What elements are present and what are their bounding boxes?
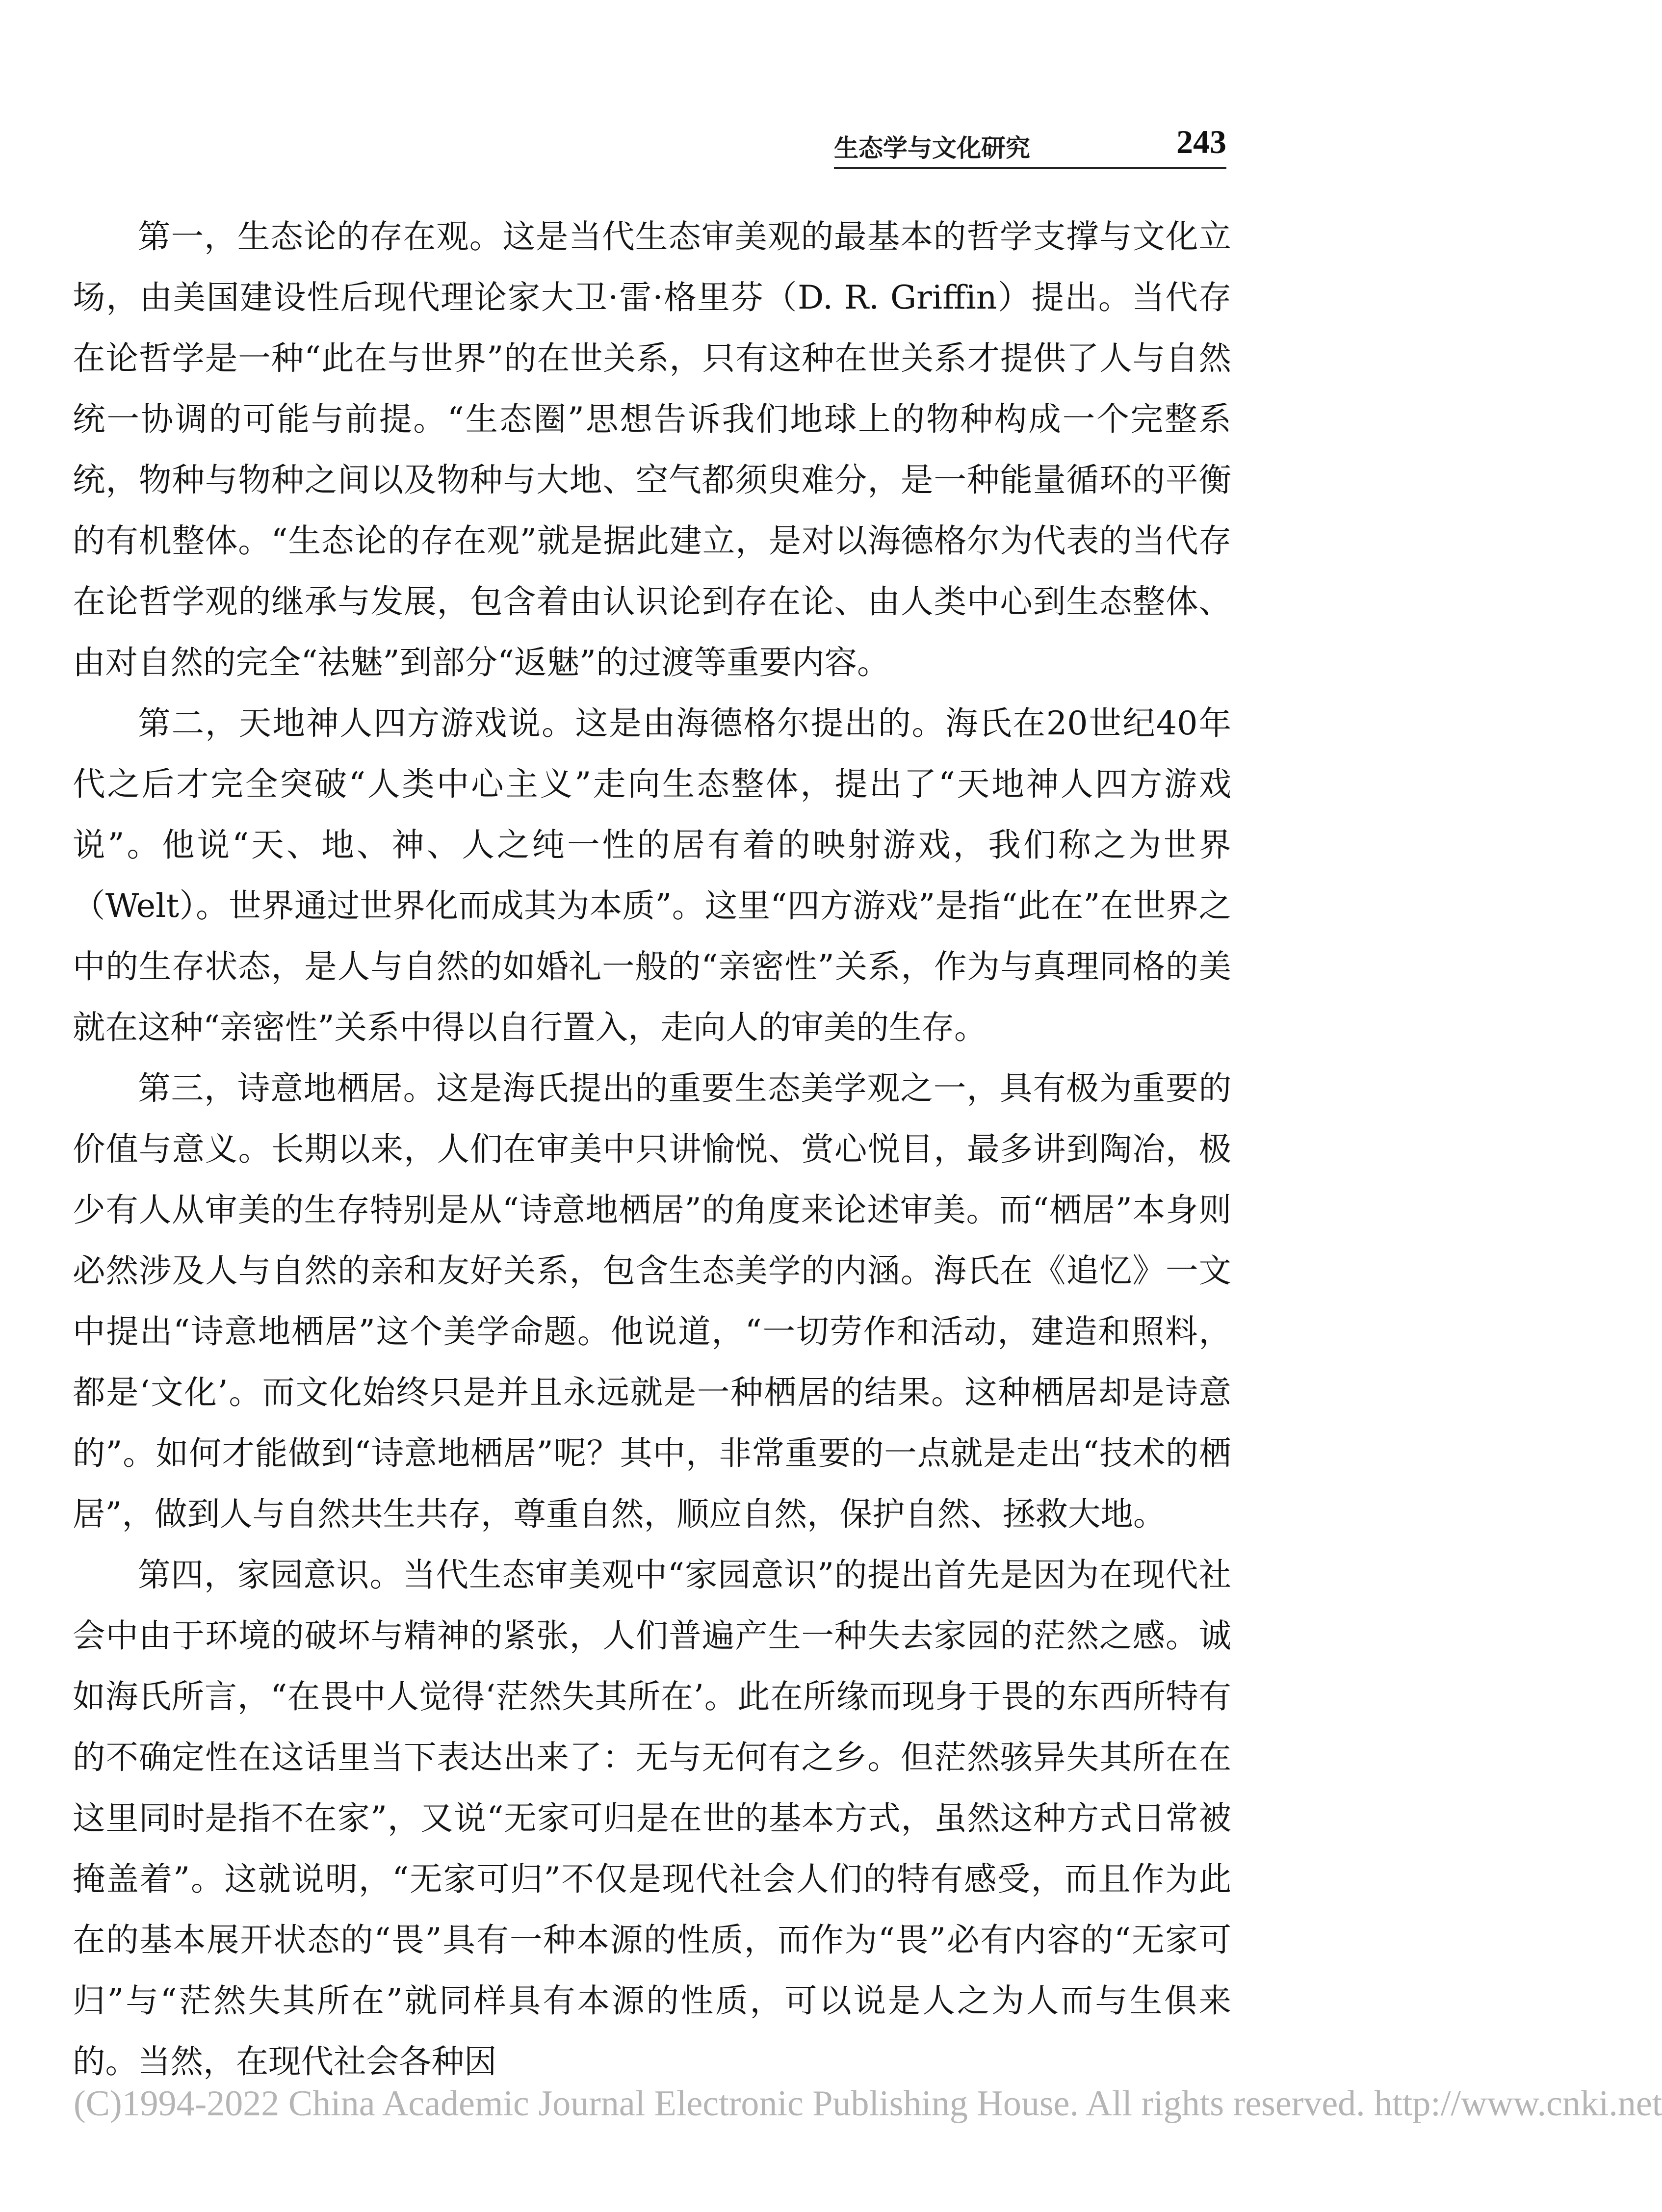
paragraph-4: 第四，家园意识。当代生态审美观中“家园意识”的提出首先是因为在现代社会中由于环境的破坏与精神的紧张，人们普遍产生一种失去家园的茫然之感。诚如海氏所言，“在畏中人觉得‘茫然失其所在’。此在所缘而现身于畏的东西所特有的不确定性在这话里当下表达出来了：无与无何有之乡。但茫然骇异失其所在在这里同时是指不在家”，又说“无家可归是在世的基本方式，虽然这种方式日常被掩盖着”。这就说明，“无家可归”不仅是现代社会人们的特有感受，而且作为此在的基本展开状态的“畏”具有一种本源的性质，而作为“畏”必有内容的“无家可归”与“茫然失其所在”就同样具有本源的性质，可以说是人之为人而与生俱来的。当然，在现代社会各种因 [73, 1556, 1231, 2081]
paragraph-2: 第二，天地神人四方游戏说。这是由海德格尔提出的。海氏在20世纪40年代之后才完全突破“人类中心主义”走向生态整体，提出了“天地神人四方游戏说”。他说“天、地、神、人之纯一性的居有着的映射游戏，我们称之为世界（Welt）。世界通过世界化而成其为本质”。这里“四方游戏”是指“此在”在世界之中的生存状态，是人与自然的如婚礼一般的“亲密性”关系，作为与真理同格的美就在这种“亲密性”关系中得以自行置入，走向人的审美的生存。 [73, 704, 1231, 1046]
article-body [73, 206, 1231, 2092]
copyright-watermark: (C)1994-2022 China Academic Journal Electronic Publishing House. All rights reserved. http://www.cnki.net [74, 2083, 1662, 2124]
header-rule [834, 167, 1226, 169]
paragraph-1: 第一，生态论的存在观。这是当代生态审美观的最基本的哲学支撑与文化立场，由美国建设性后现代理论家大卫·雷·格里芬（D. R. Griffin）提出。当代存在论哲学是一种“此在与世界”的在世关系，只有这种在世关系才提供了人与自然统一协调的可能与前提。“生态圈”思想告诉我们地球上的物种构成一个完整系统，物种与物种之间以及物种与大地、空气都须臾难分，是一种能量循环的平衡的有机整体。“生态论的存在观”就是据此建立，是对以海德格尔为代表的当代存在论哲学观的继承与发展，包含着由认识论到存在论、由人类中心到生态整体、由对自然的完全“祛魅”到部分“返魅”的过渡等重要内容。 [73, 217, 1231, 681]
running-header [834, 123, 1226, 162]
page-number: 243 [1176, 123, 1226, 160]
running-title: 生态学与文化研究 [834, 134, 1030, 162]
paragraph-3: 第三，诗意地栖居。这是海氏提出的重要生态美学观之一，具有极为重要的价值与意义。长期以来，人们在审美中只讲愉悦、赏心悦目，最多讲到陶冶，极少有人从审美的生存特别是从“诗意地栖居”的角度来论述审美。而“栖居”本身则必然涉及人与自然的亲和友好关系，包含生态美学的内涵。海氏在《追忆》一文中提出“诗意地栖居”这个美学命题。他说道，“一切劳作和活动，建造和照料，都是‘文化’。而文化始终只是并且永远就是一种栖居的结果。这种栖居却是诗意的”。如何才能做到“诗意地栖居”呢？其中，非常重要的一点就是走出“技术的栖居”，做到人与自然共生共存，尊重自然，顺应自然，保护自然、拯救大地。 [73, 1069, 1231, 1533]
